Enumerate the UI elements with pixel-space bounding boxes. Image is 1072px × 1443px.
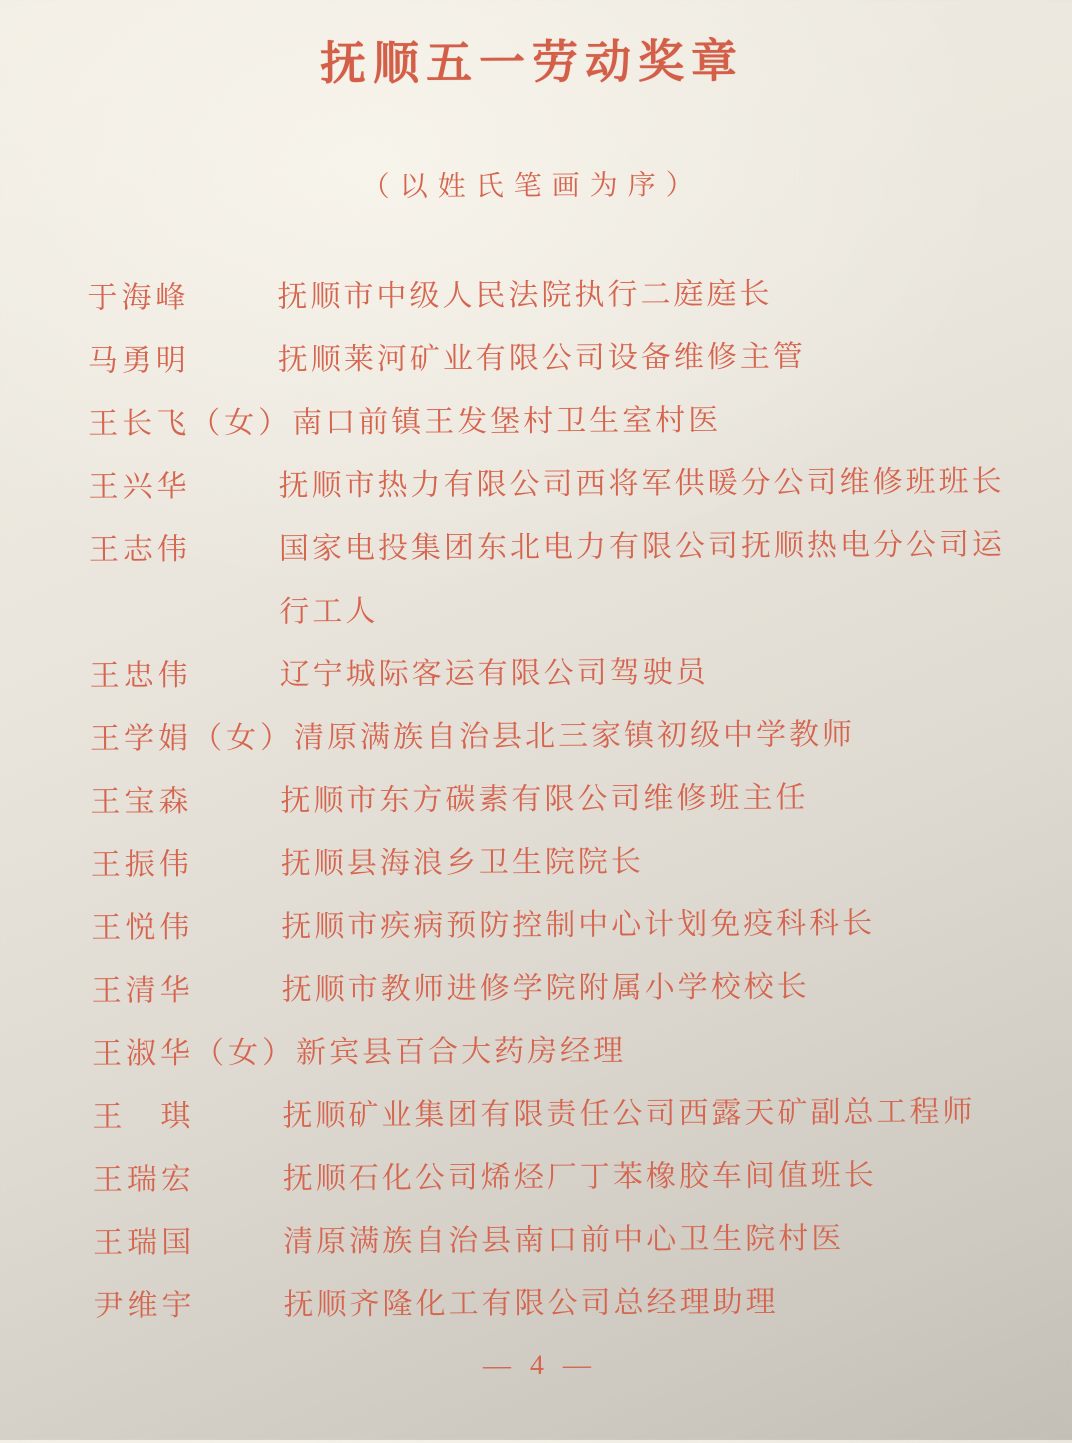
awardee-name: 王瑞国 xyxy=(93,1226,196,1260)
awardee-row xyxy=(91,954,1033,1023)
awardee-title: 抚顺市疾病预防控制中心计划免疫科科长 xyxy=(281,906,876,944)
awardee-row xyxy=(93,1206,1035,1275)
awardee-title: 辽宁城际客运有限公司驾驶员 xyxy=(279,655,709,692)
awardee-name: 于海峰 xyxy=(87,281,190,315)
awardee-name: 王淑华（女） xyxy=(91,1036,297,1071)
awardee-name: 王忠伟 xyxy=(89,659,192,693)
page-subtitle: （以姓氏笔画为序） xyxy=(361,169,704,204)
awardee-row xyxy=(89,513,1032,645)
awardee-name: 王 琪 xyxy=(92,1100,195,1134)
awardee-name: 王振伟 xyxy=(90,848,193,882)
awardee-name: 尹维宇 xyxy=(93,1289,196,1323)
awardee-title: 抚顺石化公司烯烃厂丁苯橡胶车间值班长 xyxy=(282,1158,877,1196)
awardee-row xyxy=(92,1017,1034,1086)
awardee-title: 抚顺莱河矿业有限公司设备维修主管 xyxy=(277,340,806,377)
awardee-title: 抚顺矿业集团有限责任公司西露天矿副总工程师 xyxy=(282,1095,976,1133)
awardee-row xyxy=(92,1080,1034,1149)
awardee-name: 王学娟（女） xyxy=(90,721,295,756)
awardee-title: 南口前镇王发堡村卫生室村医 xyxy=(292,403,722,440)
awardee-row xyxy=(88,450,1030,519)
awardee-name: 王志伟 xyxy=(88,533,192,567)
page-title: 抚顺五一劳动奖章 xyxy=(319,35,745,90)
awardee-name: 王宝森 xyxy=(90,785,193,819)
awardee-row xyxy=(88,387,1030,456)
awardee-row xyxy=(90,639,1032,708)
awardee-name: 马勇明 xyxy=(87,344,190,378)
awardee-title: 清原满族自治县南口前中心卫生院村医 xyxy=(283,1222,845,1259)
awardee-row xyxy=(93,1143,1035,1212)
awardee-row xyxy=(91,891,1033,960)
awardee-title: 抚顺市东方碳素有限公司维修班主任 xyxy=(280,781,809,818)
awardee-name: 王悦伟 xyxy=(91,911,194,945)
awardee-name: 王清华 xyxy=(91,974,194,1008)
awardee-list xyxy=(0,261,1072,1339)
awardee-row xyxy=(90,765,1032,834)
awardee-title: 抚顺市中级人民法院执行二庭庭长 xyxy=(277,277,773,314)
awardee-name: 王瑞宏 xyxy=(92,1163,195,1197)
awardee-row xyxy=(88,324,1030,393)
page-number: — 4 — xyxy=(482,1349,598,1382)
awardee-title: 抚顺县海浪乡卫生院院长 xyxy=(280,845,644,881)
awardee-title: 抚顺市热力有限公司西将军供暖分公司维修班班长 xyxy=(278,465,1005,503)
awardee-title: 国家电投集团东北电力有限公司抚顺热电分公司运 行工人 xyxy=(278,528,1006,629)
awardee-name: 王长飞（女） xyxy=(88,406,293,441)
awardee-row xyxy=(87,261,1029,330)
awardee-title: 抚顺市教师进修学院附属小学校校长 xyxy=(281,970,810,1007)
awardee-name: 王兴华 xyxy=(88,470,191,504)
awardee-title: 抚顺齐隆化工有限公司总经理助理 xyxy=(283,1285,779,1322)
awardee-row xyxy=(91,828,1033,897)
awardee-row xyxy=(90,702,1032,771)
awardee-row xyxy=(93,1269,1035,1338)
awardee-title: 清原满族自治县北三家镇初级中学教师 xyxy=(294,718,856,755)
awardee-title: 新宾县百合大药房经理 xyxy=(295,1034,627,1070)
